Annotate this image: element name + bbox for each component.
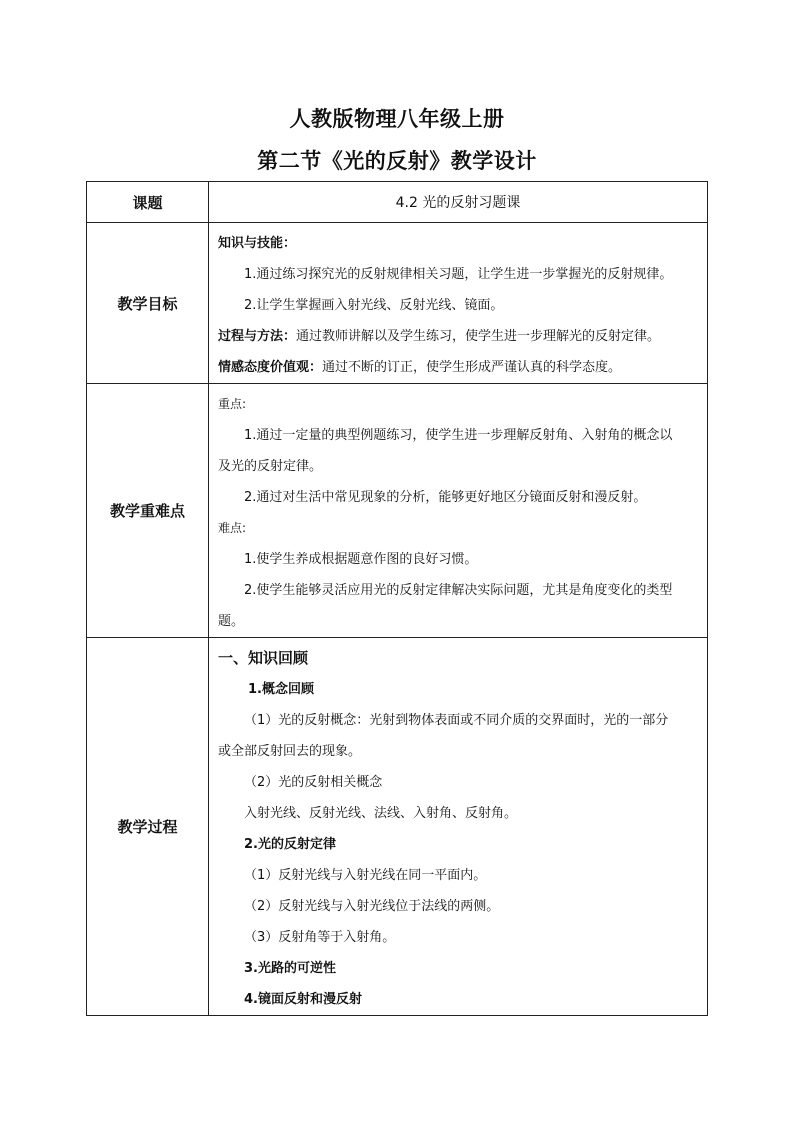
concept-1-line-2: 或全部反射回去的现象。 xyxy=(218,744,362,759)
table-row-objectives xyxy=(87,223,708,384)
emotion-text: 通过不断的订正，使学生形成严谨认真的科学态度。 xyxy=(322,360,622,375)
subsection-specular-diffuse: 4.镜面反射和漫反射 xyxy=(244,992,362,1007)
process-method-text: 通过教师讲解以及学生练习，使学生进一步理解光的反射定律。 xyxy=(296,329,661,344)
objective-item-1: 1.通过练习探究光的反射规律相关习题，让学生进一步掌握光的反射规律。 xyxy=(244,267,673,282)
topic-value: 4.2 光的反射习题课 xyxy=(209,182,708,223)
subsection-concept-review: 1.概念回顾 xyxy=(248,682,314,697)
key-points-content xyxy=(209,384,708,638)
law-item-3: （3）反射角等于入射角。 xyxy=(244,930,396,945)
row-label-process: 教学过程 xyxy=(87,638,209,1016)
objectives-content xyxy=(209,223,708,384)
knowledge-heading: 知识与技能： xyxy=(218,236,297,251)
key-item-2: 2.通过对生活中常见现象的分析，能够更好地区分镜面反射和漫反射。 xyxy=(244,490,647,505)
difficulty-item-2-line-1: 2.使学生能够灵活应用光的反射定律解决实际问题，尤其是角度变化的类型 xyxy=(244,583,673,598)
table-row-key-points xyxy=(87,384,708,638)
concept-1-line-1: （1）光的反射概念：光射到物体表面或不同介质的交界面时，光的一部分 xyxy=(244,713,669,728)
key-heading: 重点: xyxy=(218,397,247,411)
difficulty-heading: 难点: xyxy=(218,521,247,535)
document-title: 人教版物理八年级上册 xyxy=(289,106,505,131)
emotion-line xyxy=(218,352,700,383)
law-item-2: （2）反射光线与入射光线位于法线的两侧。 xyxy=(244,899,500,914)
objective-item-2: 2.让学生掌握画入射光线、反射光线、镜面。 xyxy=(244,298,504,313)
concept-2-terms: 入射光线、反射光线、法线、入射角、反射角。 xyxy=(244,806,518,821)
section-review-heading: 一、知识回顾 xyxy=(218,649,309,667)
key-item-1-line-1: 1.通过一定量的典型例题练习，使学生进一步理解反射角、入射角的概念以 xyxy=(244,428,673,443)
lesson-plan-table xyxy=(86,181,708,1016)
row-label-objectives: 教学目标 xyxy=(87,223,209,384)
row-label-topic: 课题 xyxy=(87,182,209,223)
process-content xyxy=(209,638,708,1016)
table-row-process xyxy=(87,638,708,1016)
process-method-heading: 过程与方法： xyxy=(218,329,297,344)
concept-2: （2）光的反射相关概念 xyxy=(244,775,383,790)
subsection-reflection-law: 2.光的反射定律 xyxy=(244,837,336,852)
emotion-heading: 情感态度价值观： xyxy=(218,360,323,375)
difficulty-item-1: 1.使学生养成根据题意作图的良好习惯。 xyxy=(244,552,478,567)
table-row-topic xyxy=(87,182,708,223)
key-item-1-line-2: 及光的反射定律。 xyxy=(218,459,323,474)
difficulty-item-2-line-2: 题。 xyxy=(218,614,245,629)
process-method-line xyxy=(218,321,700,352)
law-item-1: （1）反射光线与入射光线在同一平面内。 xyxy=(244,868,487,883)
document-subtitle: 第二节《光的反射》教学设计 xyxy=(257,148,537,173)
subsection-reversibility: 3.光路的可逆性 xyxy=(244,961,336,976)
row-label-key-points: 教学重难点 xyxy=(87,384,209,638)
